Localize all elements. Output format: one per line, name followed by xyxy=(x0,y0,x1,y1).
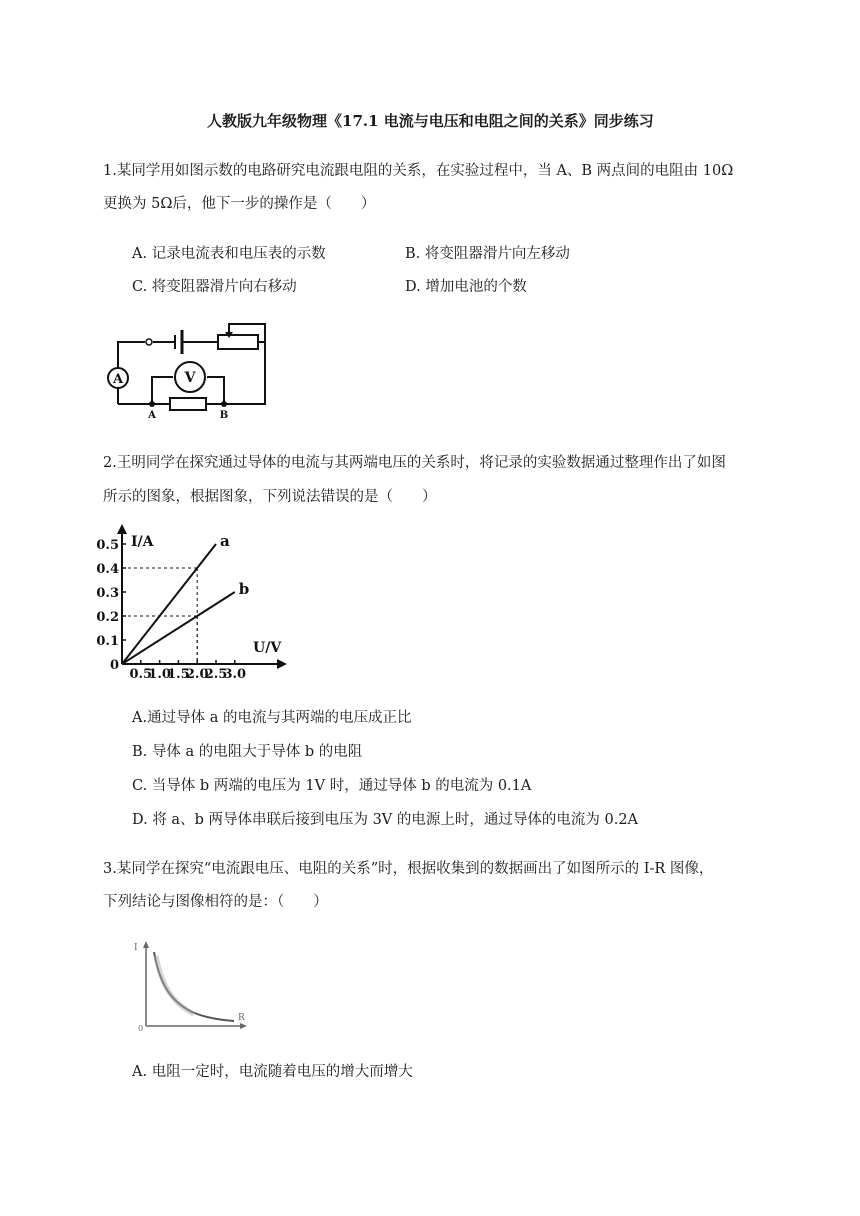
i-r-y-label: I xyxy=(134,943,138,953)
question-2-option-b: B. 导体 a 的电阻大于导体 b 的电阻 xyxy=(132,744,363,760)
y-tick-label: 0.4 xyxy=(96,562,119,577)
y-tick-label: 0.1 xyxy=(96,634,119,649)
question-2-line-1: 2.王明同学在探究通过导体的电流与其两端电压的关系时，将记录的实验数据通过整理作出了如图 xyxy=(103,455,726,471)
question-2-option-d: D. 将 a、b 两导体串联后接到电压为 3V 的电源上时，通过导体的电流为 0.2A xyxy=(132,812,639,828)
series-label-b: b xyxy=(238,580,250,598)
series-label-a: a xyxy=(220,532,230,550)
voltmeter-label: V xyxy=(184,370,196,386)
x-tick-label: 2.0 xyxy=(185,667,209,680)
series-line-a xyxy=(122,544,216,664)
question-1-option-d: D. 增加电池的个数 xyxy=(405,279,527,295)
ammeter-label: A xyxy=(112,372,124,387)
i-u-chart xyxy=(95,520,290,680)
y-axis-label: I/A xyxy=(131,534,154,550)
y-tick-label: 0.2 xyxy=(96,610,119,625)
question-1-line-1: 1.某同学用如图示数的电路研究电流跟电阻的关系，在实验过程中，当 A、B 两点间的电阻由 10Ω xyxy=(103,163,734,179)
question-2-line-2: 所示的图象，根据图象，下列说法错误的是（ ） xyxy=(103,489,437,505)
x-tick-label: 1.5 xyxy=(167,667,190,680)
question-3-line-1: 3.某同学在探究“电流跟电压、电阻的关系”时，根据收集到的数据画出了如图所示的 I-R 图像， xyxy=(103,861,714,877)
x-axis-label: U/V xyxy=(253,640,282,656)
i-r-origin-label: 0 xyxy=(138,1024,144,1033)
question-1-line-2: 更换为 5Ω后，他下一步的操作是（ ） xyxy=(103,196,376,212)
question-3-option-a: A. 电阻一定时，电流随着电压的增大而增大 xyxy=(132,1064,413,1080)
point-a-label: A xyxy=(148,410,156,420)
point-b-label: B xyxy=(219,410,229,420)
x-tick-label: 1.0 xyxy=(148,667,171,680)
question-1-option-a: A. 记录电流表和电压表的示数 xyxy=(132,246,326,262)
x-tick-label: 3.0 xyxy=(223,667,247,680)
question-1-option-b: B. 将变阻器滑片向左移动 xyxy=(405,246,570,262)
i-r-x-label: R xyxy=(238,1013,245,1023)
question-2-option-c: C. 当导体 b 两端的电压为 1V 时，通过导体 b 的电流为 0.1A xyxy=(132,778,532,794)
x-tick-label: 0.5 xyxy=(129,667,153,680)
i-r-graph xyxy=(130,938,250,1033)
question-3-line-2: 下列结论与图像相符的是：（ ） xyxy=(103,894,328,910)
question-2-option-a: A.通过导体 a 的电流与其两端的电压成正比 xyxy=(132,710,412,726)
x-tick-label: 2.5 xyxy=(204,667,228,680)
page-title: 人教版九年级物理《17.1 电流与电压和电阻之间的关系》同步练习 xyxy=(207,112,654,130)
y-tick-label: 0.5 xyxy=(96,538,119,553)
origin-label: 0 xyxy=(110,658,120,673)
y-tick-label: 0.3 xyxy=(96,586,119,601)
circuit-diagram xyxy=(100,315,275,420)
question-1-option-c: C. 将变阻器滑片向右移动 xyxy=(132,279,297,295)
series-line-b xyxy=(122,592,235,664)
